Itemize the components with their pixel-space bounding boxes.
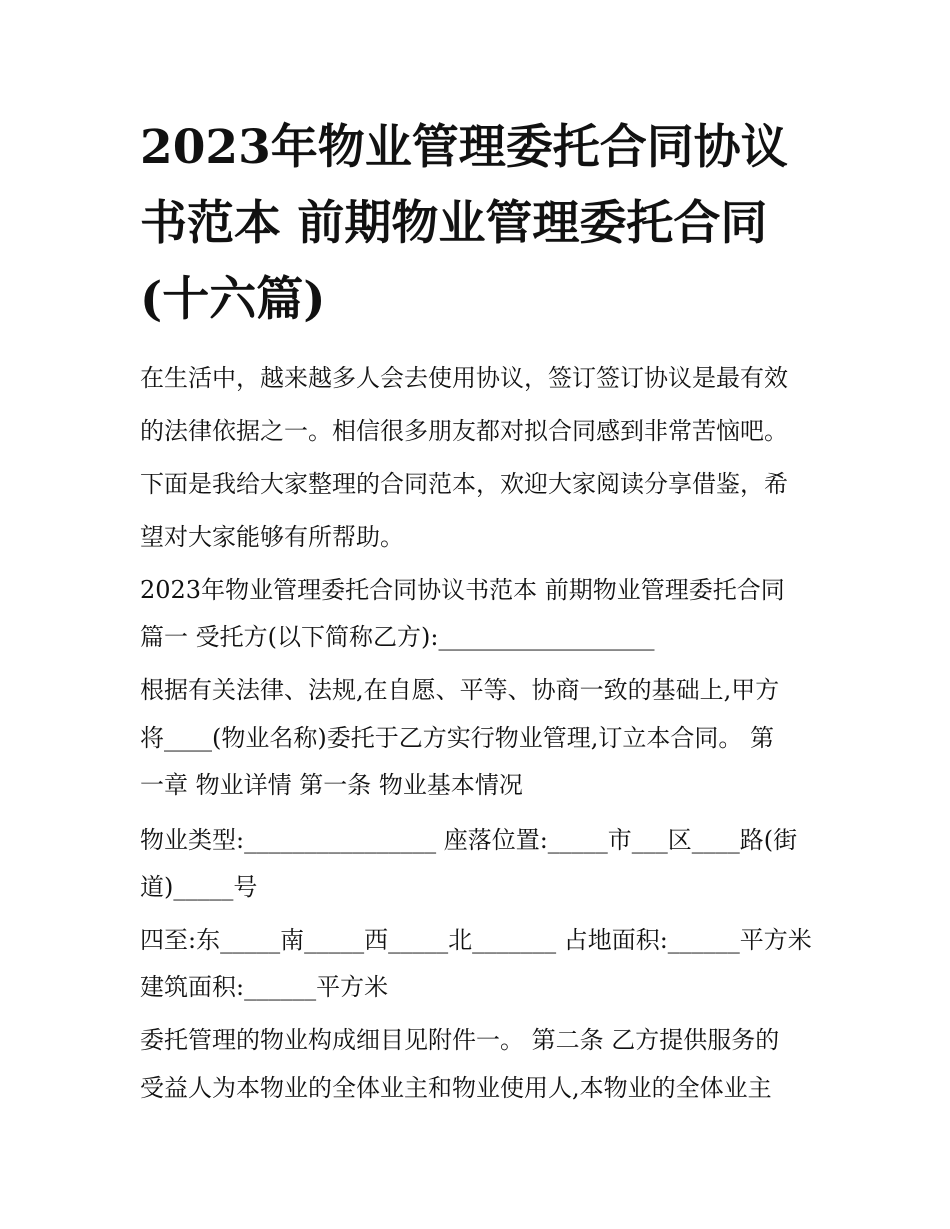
paragraph-line: 根据有关法律、法规,在自愿、平等、协商一致的基础上,甲方 (140, 676, 780, 704)
paragraph-line: 将____(物业名称)委托于乙方实行物业管理,订立本合同。 第 (140, 724, 774, 752)
document-title: 2023年物业管理委托合同协议书范本 前期物业管理委托合同(十六篇) (140, 120, 788, 327)
paragraph-line: 望对大家能够有所帮助。 (140, 523, 404, 551)
paragraph-line: 下面是我给大家整理的合同范本，欢迎大家阅读分享借鉴，希 (140, 470, 788, 498)
paragraph-line: 的法律依据之一。相信很多朋友都对拟合同感到非常苦恼吧。 (140, 417, 788, 445)
paragraph-line: 在生活中，越来越多人会去使用协议，签订签订协议是最有效 (140, 364, 788, 392)
paragraph-line: 受益人为本物业的全体业主和物业使用人,本物业的全体业主 (140, 1074, 772, 1102)
paragraph-line: 物业类型:________________ 座落位置:_____市___区____路(街 (140, 826, 798, 854)
paragraph-line: 四至:东_____南_____西_____北_______ 占地面积:______平方米 (140, 926, 812, 954)
paragraph-line: 一章 物业详情 第一条 物业基本情况 (140, 771, 523, 799)
paragraph-line: 2023年物业管理委托合同协议书范本 前期物业管理委托合同 (140, 576, 785, 604)
paragraph-line: 建筑面积:______平方米 (140, 973, 389, 1001)
paragraph-line: 道)_____号 (140, 873, 258, 901)
paragraph-line: 篇一 受托方(以下简称乙方):__________________ (140, 623, 655, 651)
paragraph-line: 委托管理的物业构成细目见附件一。 第二条 乙方提供服务的 (140, 1026, 780, 1054)
